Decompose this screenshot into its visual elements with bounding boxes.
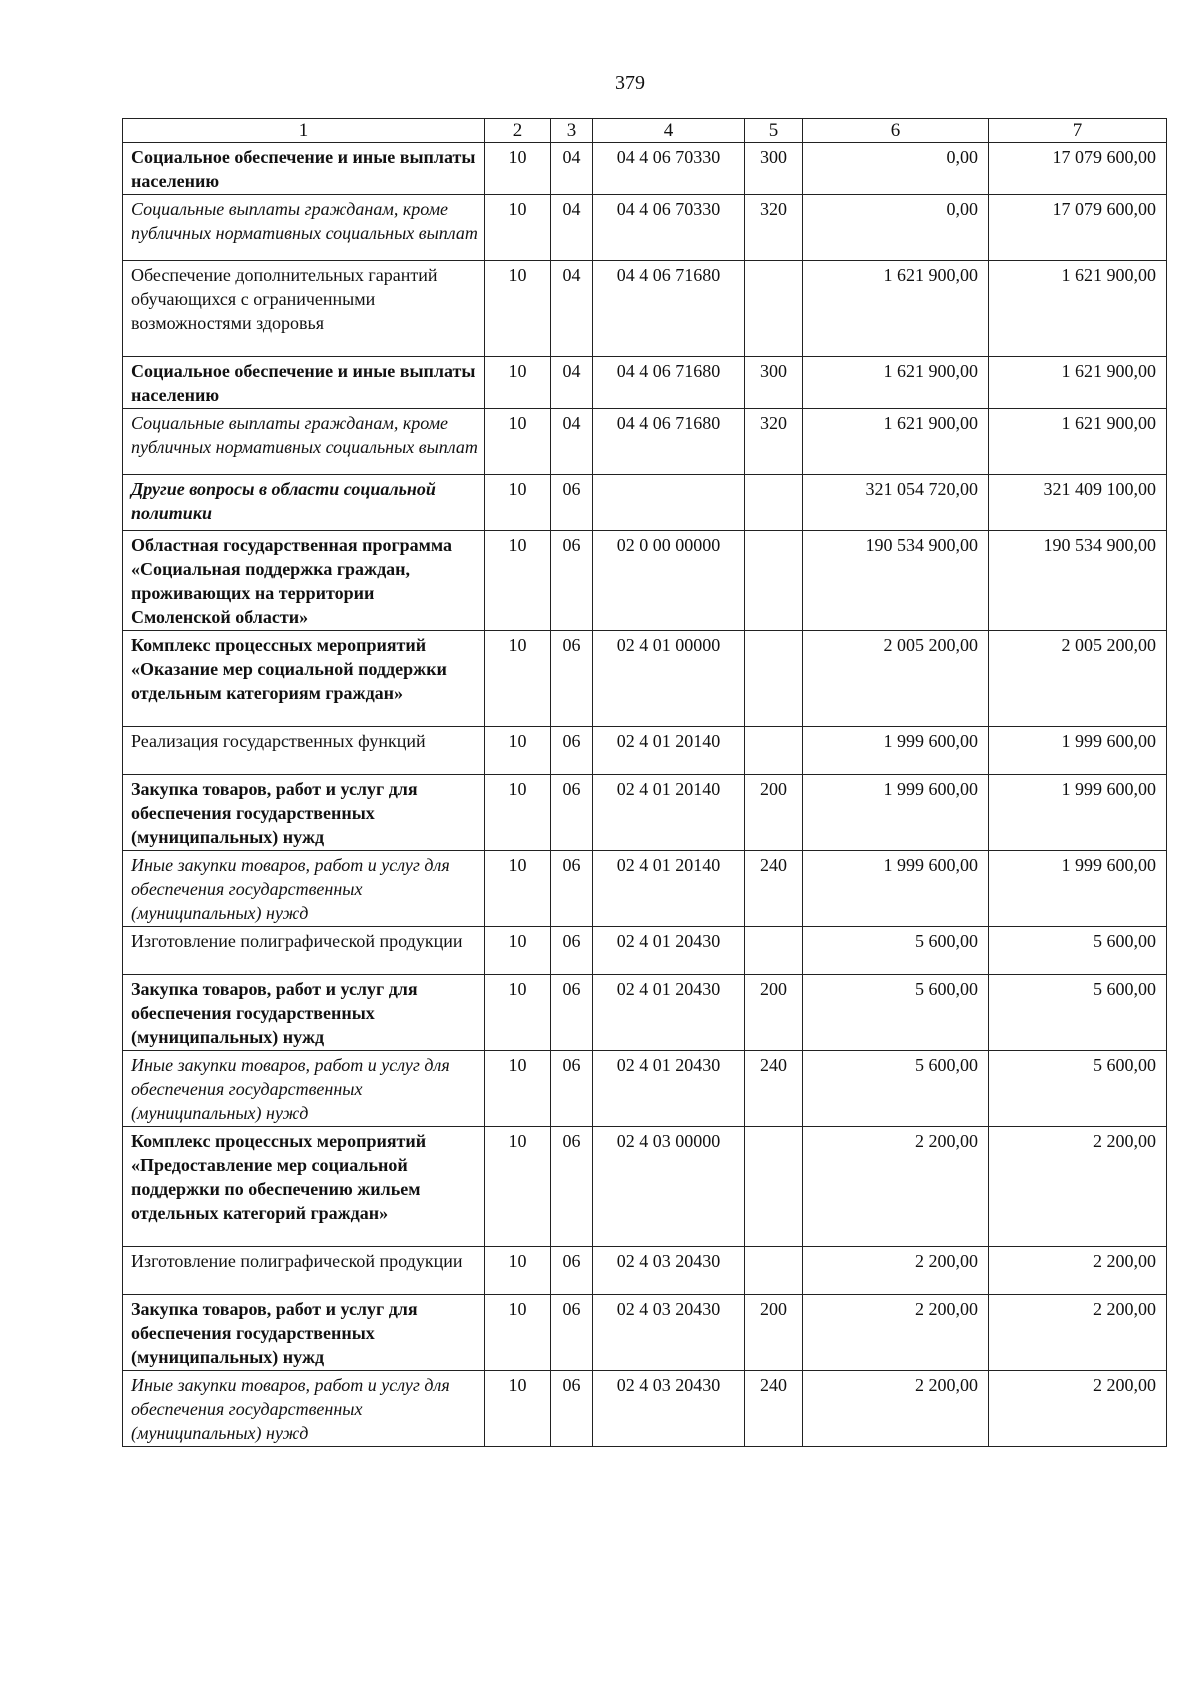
item-name: Комплекс процессных мероприятий «Предоставление мер социальной поддержки по обеспечению жильем отдельных категорий граждан» [123,1127,485,1247]
table-row [123,727,1167,775]
target-article-code: 04 4 06 71680 [593,409,745,475]
table-row [123,631,1167,727]
subsection-code: 06 [551,475,593,531]
amount-year-2: 2 200,00 [989,1295,1167,1371]
column-header: 4 [593,119,745,143]
item-name: Закупка товаров, работ и услуг для обеспечения государственных (муниципальных) нужд [123,1295,485,1371]
target-article-code: 02 4 03 20430 [593,1371,745,1447]
table-row [123,357,1167,409]
expense-type-code: 300 [745,357,803,409]
section-code: 10 [485,475,551,531]
amount-year-2: 190 534 900,00 [989,531,1167,631]
header-row [123,119,1167,143]
item-name: Социальное обеспечение и иные выплаты населению [123,357,485,409]
table-row [123,531,1167,631]
expense-type-code [745,1247,803,1295]
amount-year-1: 5 600,00 [803,1051,989,1127]
amount-year-2: 1 621 900,00 [989,357,1167,409]
target-article-code: 04 4 06 71680 [593,357,745,409]
item-name: Социальные выплаты гражданам, кроме публичных нормативных социальных выплат [123,409,485,475]
table-row [123,1127,1167,1247]
item-name: Иные закупки товаров, работ и услуг для обеспечения государственных (муниципальных) нужд [123,1371,485,1447]
item-name: Областная государственная программа «Социальная поддержка граждан, проживающих на территории Смоленской области» [123,531,485,631]
target-article-code: 02 4 03 20430 [593,1247,745,1295]
amount-year-1: 5 600,00 [803,975,989,1051]
amount-year-1: 0,00 [803,143,989,195]
subsection-code: 06 [551,1247,593,1295]
section-code: 10 [485,409,551,475]
target-article-code: 02 4 01 20140 [593,727,745,775]
amount-year-1: 1 621 900,00 [803,261,989,357]
table-row [123,143,1167,195]
item-name: Закупка товаров, работ и услуг для обеспечения государственных (муниципальных) нужд [123,975,485,1051]
table-row [123,1295,1167,1371]
section-code: 10 [485,261,551,357]
section-code: 10 [485,143,551,195]
table-row [123,851,1167,927]
section-code: 10 [485,927,551,975]
section-code: 10 [485,1051,551,1127]
target-article-code: 02 4 03 20430 [593,1295,745,1371]
amount-year-2: 5 600,00 [989,1051,1167,1127]
expense-type-code: 200 [745,775,803,851]
amount-year-1: 5 600,00 [803,927,989,975]
amount-year-2: 321 409 100,00 [989,475,1167,531]
expense-type-code [745,475,803,531]
item-name: Социальные выплаты гражданам, кроме публичных нормативных социальных выплат [123,195,485,261]
table-row [123,1247,1167,1295]
table-body [123,143,1167,1447]
amount-year-1: 190 534 900,00 [803,531,989,631]
column-header: 6 [803,119,989,143]
amount-year-2: 1 621 900,00 [989,261,1167,357]
subsection-code: 06 [551,1051,593,1127]
expense-type-code [745,631,803,727]
column-header: 3 [551,119,593,143]
column-header: 7 [989,119,1167,143]
table-row [123,1051,1167,1127]
target-article-code: 04 4 06 70330 [593,195,745,261]
table-row [123,261,1167,357]
item-name: Изготовление полиграфической продукции [123,1247,485,1295]
subsection-code: 04 [551,261,593,357]
target-article-code: 04 4 06 71680 [593,261,745,357]
section-code: 10 [485,727,551,775]
amount-year-2: 2 200,00 [989,1127,1167,1247]
subsection-code: 06 [551,775,593,851]
item-name: Изготовление полиграфической продукции [123,927,485,975]
subsection-code: 04 [551,143,593,195]
amount-year-2: 2 200,00 [989,1247,1167,1295]
expense-type-code: 240 [745,1371,803,1447]
column-header: 5 [745,119,803,143]
subsection-code: 04 [551,357,593,409]
table-row [123,975,1167,1051]
amount-year-2: 1 999 600,00 [989,851,1167,927]
subsection-code: 06 [551,631,593,727]
expense-type-code [745,727,803,775]
subsection-code: 06 [551,1371,593,1447]
subsection-code: 06 [551,1295,593,1371]
target-article-code: 02 4 01 00000 [593,631,745,727]
amount-year-1: 2 200,00 [803,1295,989,1371]
amount-year-2: 1 999 600,00 [989,775,1167,851]
subsection-code: 06 [551,531,593,631]
amount-year-1: 1 999 600,00 [803,727,989,775]
table-row [123,775,1167,851]
target-article-code: 02 4 01 20140 [593,775,745,851]
item-name: Иные закупки товаров, работ и услуг для обеспечения государственных (муниципальных) нужд [123,851,485,927]
target-article-code: 02 0 00 00000 [593,531,745,631]
section-code: 10 [485,851,551,927]
amount-year-2: 2 005 200,00 [989,631,1167,727]
target-article-code: 02 4 01 20140 [593,851,745,927]
page-number: 379 [615,72,645,94]
expense-type-code [745,927,803,975]
section-code: 10 [485,1247,551,1295]
subsection-code: 04 [551,409,593,475]
column-header: 2 [485,119,551,143]
table-row [123,195,1167,261]
expense-type-code: 320 [745,195,803,261]
amount-year-1: 2 200,00 [803,1127,989,1247]
amount-year-2: 17 079 600,00 [989,195,1167,261]
amount-year-1: 2 200,00 [803,1247,989,1295]
target-article-code: 04 4 06 70330 [593,143,745,195]
section-code: 10 [485,357,551,409]
expense-type-code [745,531,803,631]
amount-year-1: 0,00 [803,195,989,261]
amount-year-1: 1 621 900,00 [803,409,989,475]
amount-year-2: 2 200,00 [989,1371,1167,1447]
amount-year-1: 1 621 900,00 [803,357,989,409]
subsection-code: 04 [551,195,593,261]
amount-year-1: 2 005 200,00 [803,631,989,727]
amount-year-2: 5 600,00 [989,927,1167,975]
amount-year-2: 5 600,00 [989,975,1167,1051]
target-article-code: 02 4 01 20430 [593,1051,745,1127]
table-row [123,1371,1167,1447]
section-code: 10 [485,195,551,261]
expense-type-code: 200 [745,975,803,1051]
budget-table [122,118,1167,1447]
section-code: 10 [485,531,551,631]
table-row [123,927,1167,975]
target-article-code [593,475,745,531]
subsection-code: 06 [551,727,593,775]
amount-year-1: 1 999 600,00 [803,851,989,927]
item-name: Иные закупки товаров, работ и услуг для обеспечения государственных (муниципальных) нужд [123,1051,485,1127]
section-code: 10 [485,1127,551,1247]
amount-year-1: 2 200,00 [803,1371,989,1447]
item-name: Реализация государственных функций [123,727,485,775]
column-header: 1 [123,119,485,143]
expense-type-code: 240 [745,1051,803,1127]
amount-year-2: 1 999 600,00 [989,727,1167,775]
amount-year-1: 321 054 720,00 [803,475,989,531]
section-code: 10 [485,1295,551,1371]
section-code: 10 [485,631,551,727]
expense-type-code: 240 [745,851,803,927]
expense-type-code: 300 [745,143,803,195]
table-row [123,475,1167,531]
item-name: Другие вопросы в области социальной политики [123,475,485,531]
target-article-code: 02 4 03 00000 [593,1127,745,1247]
expense-type-code [745,261,803,357]
section-code: 10 [485,975,551,1051]
target-article-code: 02 4 01 20430 [593,927,745,975]
subsection-code: 06 [551,975,593,1051]
expense-type-code: 200 [745,1295,803,1371]
subsection-code: 06 [551,851,593,927]
expense-type-code: 320 [745,409,803,475]
amount-year-2: 1 621 900,00 [989,409,1167,475]
table-header [123,119,1167,143]
amount-year-1: 1 999 600,00 [803,775,989,851]
amount-year-2: 17 079 600,00 [989,143,1167,195]
table-row [123,409,1167,475]
item-name: Обеспечение дополнительных гарантий обучающихся с ограниченными возможностями здоровья [123,261,485,357]
expense-type-code [745,1127,803,1247]
item-name: Закупка товаров, работ и услуг для обеспечения государственных (муниципальных) нужд [123,775,485,851]
item-name: Социальное обеспечение и иные выплаты населению [123,143,485,195]
item-name: Комплекс процессных мероприятий «Оказание мер социальной поддержки отдельным категориям граждан» [123,631,485,727]
subsection-code: 06 [551,927,593,975]
target-article-code: 02 4 01 20430 [593,975,745,1051]
section-code: 10 [485,775,551,851]
section-code: 10 [485,1371,551,1447]
subsection-code: 06 [551,1127,593,1247]
